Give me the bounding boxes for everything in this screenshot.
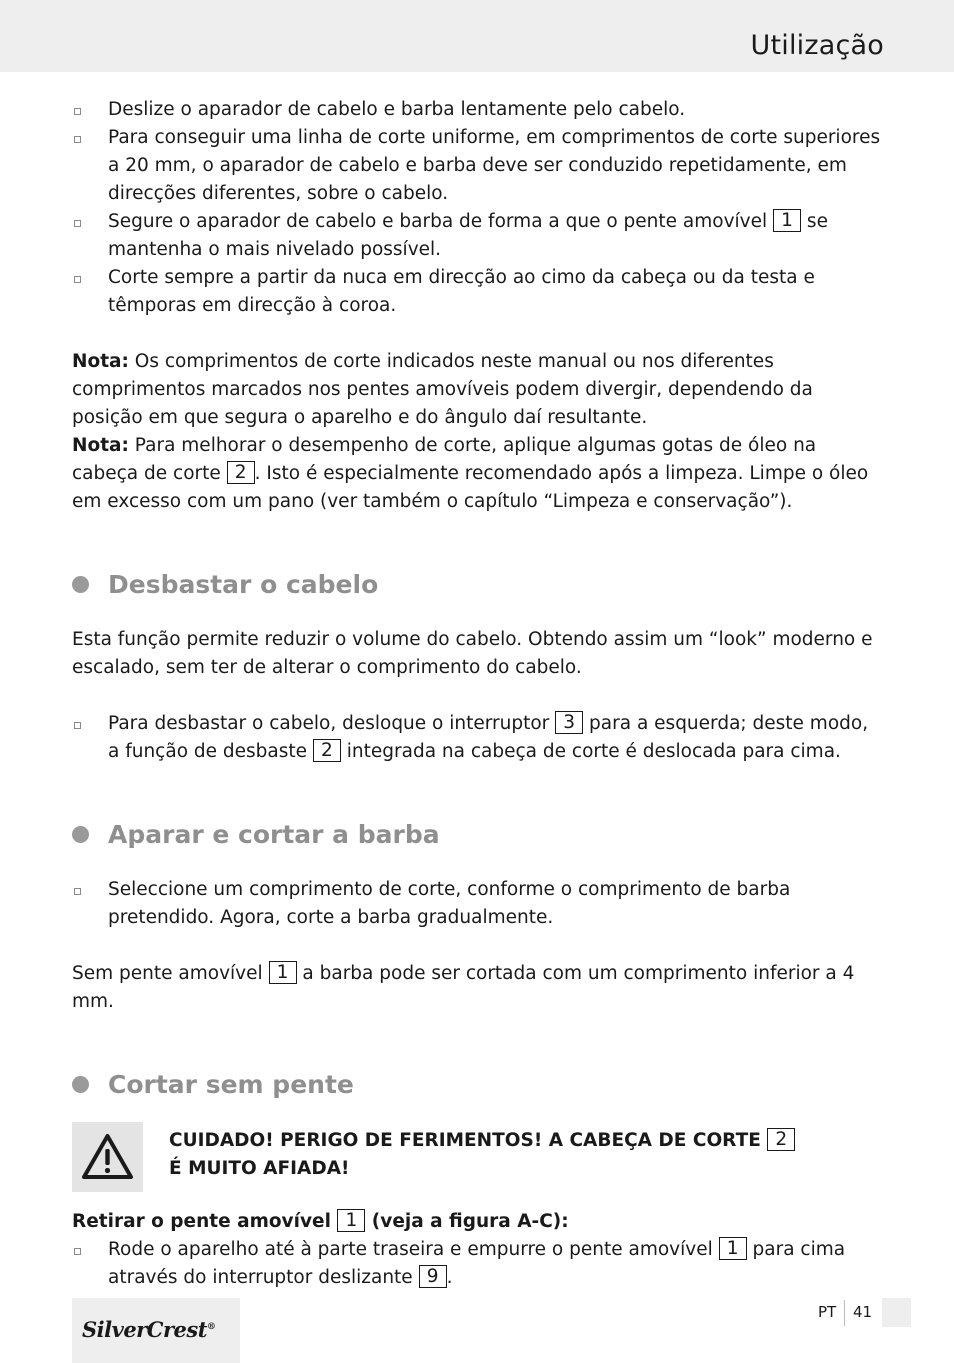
- language-code: PT: [818, 1303, 837, 1321]
- page-content: [72, 96, 884, 1292]
- part-reference: 1: [269, 961, 297, 984]
- brand-logo-text: SilverCrest®: [82, 1317, 216, 1342]
- part-reference: 3: [555, 711, 583, 734]
- part-reference: 2: [313, 739, 341, 762]
- section-heading: Cortar sem pente: [72, 1070, 884, 1100]
- list-item: Para conseguir uma linha de corte uniforme, em comprimentos de corte superiores a 20 mm, o aparador de cabelo e barba deve ser conduzido repetidamente, em direcções diferentes, sobre o cabelo.: [72, 124, 884, 208]
- note-paragraph: Nota: Para melhorar o desempenho de corte, aplique algumas gotas de óleo na cabeça de corte 2 . Isto é especialmente recomendado após a limpeza. Limpe o óleo em excesso com um pano (ver também o capítulo “Limpeza e conservação”).: [72, 435, 869, 512]
- part-reference: 1: [719, 1237, 747, 1260]
- warning-triangle-icon: [72, 1122, 143, 1192]
- section-bullet-list: [72, 710, 884, 766]
- bullet-dot-icon: [72, 826, 89, 843]
- list-item: Para desbastar o cabelo, desloque o interruptor 3 para a esquerda; deste modo, a função de desbaste 2 integrada na cabeça de corte é deslocada para cima.: [72, 710, 884, 766]
- warning-block: [72, 1122, 884, 1192]
- warning-icon-box: [72, 1122, 143, 1192]
- square-bullet-icon: [74, 276, 81, 283]
- note-label: Nota:: [72, 351, 129, 372]
- square-bullet-icon: [74, 220, 81, 227]
- brand-logo: [72, 1298, 240, 1363]
- part-reference: 9: [419, 1265, 447, 1288]
- section-heading: Desbastar o cabelo: [72, 570, 884, 600]
- square-bullet-icon: [74, 1248, 81, 1255]
- list-item: Segure o aparador de cabelo e barba de forma a que o pente amovível 1 se mantenha o mais nivelado possível.: [72, 208, 884, 264]
- part-reference: 1: [337, 1209, 365, 1232]
- square-bullet-icon: [74, 888, 81, 895]
- part-reference: 2: [767, 1128, 795, 1151]
- page-title: Utilização: [750, 30, 884, 61]
- list-item: Deslize o aparador de cabelo e barba lentamente pelo cabelo.: [72, 96, 884, 124]
- bullet-dot-icon: [72, 576, 89, 593]
- note-label: Nota:: [72, 435, 129, 456]
- section-paragraph: Esta função permite reduzir o volume do cabelo. Obtendo assim um “look” moderno e escalado, sem ter de alterar o comprimento do cabelo.: [72, 629, 873, 678]
- section-bullet-list: [72, 876, 884, 932]
- page-number: 41: [853, 1303, 873, 1321]
- square-bullet-icon: [74, 722, 81, 729]
- section-paragraph: Sem pente amovível 1 a barba pode ser cortada com um comprimento inferior a 4 mm.: [72, 962, 855, 1012]
- section-heading: Aparar e cortar a barba: [72, 820, 884, 850]
- square-bullet-icon: [74, 136, 81, 143]
- list-item: Rode o aparelho até à parte traseira e empurre o pente amovível 1 para cima através do interruptor deslizante 9 .: [72, 1236, 884, 1292]
- note-paragraph: Nota: Os comprimentos de corte indicados neste manual ou nos diferentes comprimentos marcados nos pentes amovíveis podem divergir, dependendo da posição em que segura o aparelho e do ângulo daí resultante.: [72, 351, 813, 428]
- section-bullet-list: [72, 1236, 884, 1292]
- list-item: Seleccione um comprimento de corte, conforme o comprimento de barba pretendido. Agora, corte a barba gradualmente.: [72, 876, 884, 932]
- sub-heading: Retirar o pente amovível 1 (veja a figura A-C):: [72, 1210, 569, 1232]
- warning-text: CUIDADO! PERIGO DE FERIMENTOS! A CABEÇA DE CORTE 2 É MUITO AFIADA!: [169, 1127, 869, 1183]
- footer-divider: [844, 1300, 845, 1326]
- part-reference: 1: [773, 209, 801, 232]
- footer-tab-marker: [882, 1298, 911, 1327]
- square-bullet-icon: [74, 108, 81, 115]
- part-reference: 2: [227, 461, 255, 484]
- bullet-dot-icon: [72, 1076, 89, 1093]
- intro-bullet-list: [72, 96, 884, 320]
- list-item: Corte sempre a partir da nuca em direcção ao cimo da cabeça ou da testa e têmporas em direcção à coroa.: [72, 264, 884, 320]
- page-header: [0, 0, 954, 72]
